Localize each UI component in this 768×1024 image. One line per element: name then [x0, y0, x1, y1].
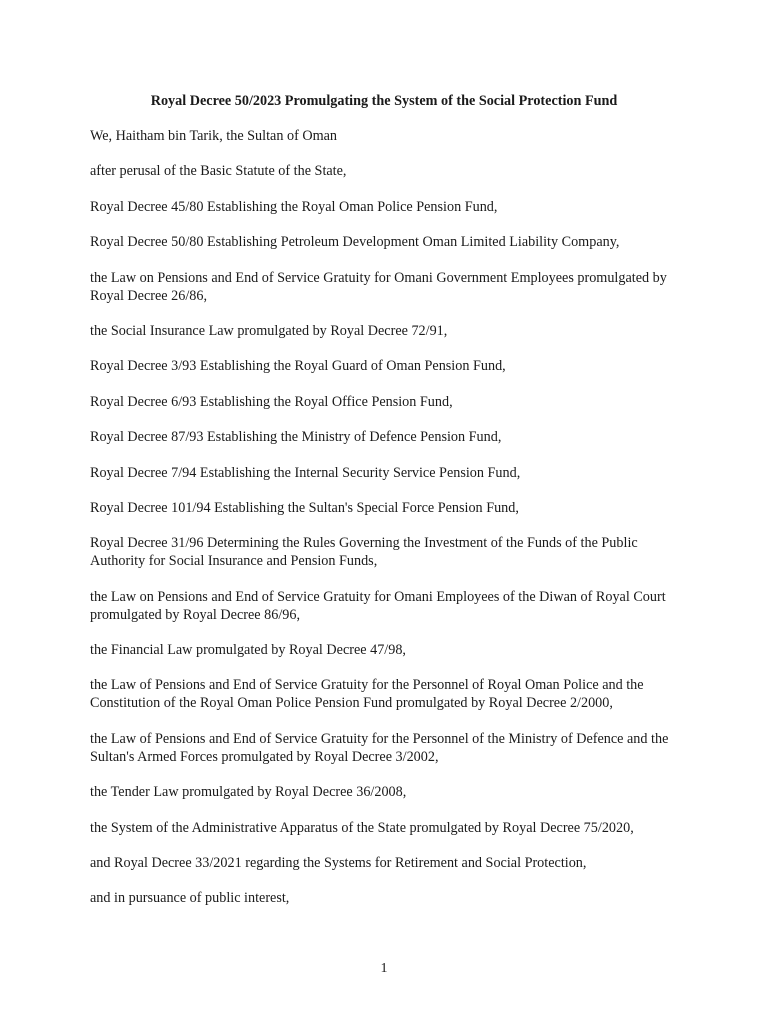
- paragraph: the Law on Pensions and End of Service Gratuity for Omani Employees of the Diwan of Royal Court promulgated by Royal Decree 86/96,: [90, 588, 666, 623]
- paragraph: Royal Decree 45/80 Establishing the Royal Oman Police Pension Fund,: [90, 198, 498, 215]
- paragraph: and in pursuance of public interest,: [90, 890, 290, 907]
- paragraph: Royal Decree 6/93 Establishing the Royal Office Pension Fund,: [90, 393, 453, 410]
- paragraph: the Social Insurance Law promulgated by Royal Decree 72/91,: [90, 322, 448, 339]
- paragraph: and Royal Decree 33/2021 regarding the Systems for Retirement and Social Protection,: [90, 855, 587, 872]
- document-body: [90, 127, 690, 925]
- document-title: Royal Decree 50/2023 Promulgating the System of the Social Protection Fund: [150, 93, 618, 109]
- paragraph: the System of the Administrative Apparatus of the State promulgated by Royal Decree 75/2020,: [90, 819, 634, 836]
- paragraph: after perusal of the Basic Statute of the State,: [90, 163, 347, 180]
- paragraph: the Law of Pensions and End of Service Gratuity for the Personnel of the Ministry of Defence and the Sultan's Armed Forces promulgated by Royal Decree 3/2002,: [90, 730, 669, 765]
- paragraph: We, Haitham bin Tarik, the Sultan of Oman: [90, 128, 338, 144]
- paragraph: the Financial Law promulgated by Royal Decree 47/98,: [90, 642, 406, 659]
- paragraph: Royal Decree 3/93 Establishing the Royal Guard of Oman Pension Fund,: [90, 358, 506, 375]
- paragraph: Royal Decree 31/96 Determining the Rules Governing the Investment of the Funds of the Public Authority for Social Insurance and Pension Funds,: [90, 535, 638, 570]
- paragraph: Royal Decree 101/94 Establishing the Sultan's Special Force Pension Fund,: [90, 499, 519, 516]
- paragraph: Royal Decree 50/80 Establishing Petroleum Development Oman Limited Liability Company,: [90, 234, 620, 251]
- paragraph: the Tender Law promulgated by Royal Decree 36/2008,: [90, 784, 407, 801]
- paragraph: Royal Decree 7/94 Establishing the Internal Security Service Pension Fund,: [90, 464, 521, 481]
- paragraph: the Law of Pensions and End of Service Gratuity for the Personnel of Royal Oman Police and the Constitution of the Royal Oman Police Pension Fund promulgated by Royal Decree 2/2000,: [90, 677, 644, 712]
- paragraph: the Law on Pensions and End of Service Gratuity for Omani Government Employees promulgated by Royal Decree 26/86,: [90, 269, 667, 304]
- paragraph: Royal Decree 87/93 Establishing the Ministry of Defence Pension Fund,: [90, 429, 502, 446]
- page-number: 1: [380, 961, 388, 976]
